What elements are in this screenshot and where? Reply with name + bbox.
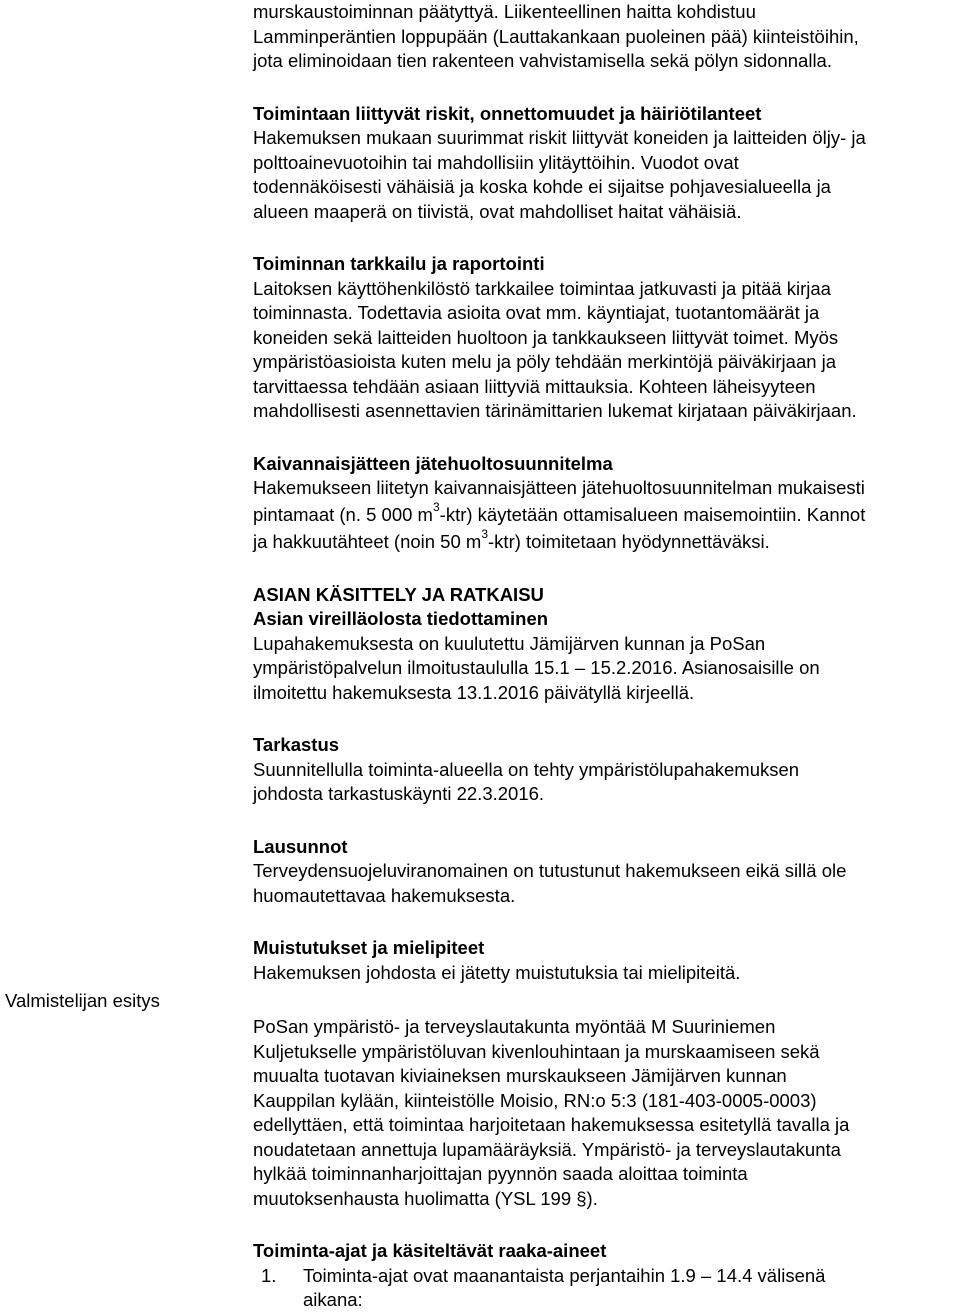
text-line: polttoainevuotoihin tai mahdollisiin ylitäyttöihin. Vuodot ovat (253, 151, 739, 173)
operating-section (253, 1239, 953, 1313)
text-line: huomautettavaa hakemuksesta. (253, 884, 516, 906)
section-heading: Toiminta-ajat ja käsiteltävät raaka-aineet (253, 1240, 607, 1261)
text-segment: -ktr) käytetään ottamisalueen maisemointiin. Kannot (439, 503, 866, 525)
list-number: 1. (261, 1264, 277, 1286)
objections-section (253, 936, 953, 985)
superscript: 3 (432, 500, 440, 515)
text-line: Lamminperäntien loppupään (Lauttakankaan puoleinen pää) kiinteistöihin, (253, 25, 859, 47)
list-item (261, 1264, 953, 1313)
text-line: Kuljetukselle ympäristöluvan kivenlouhintaan ja murskaamiseen sekä (253, 1040, 820, 1062)
section-heading: Lausunnot (253, 835, 348, 857)
inspection-section (253, 733, 953, 807)
text-segment: -ktr) toimitetaan hyödynnettäväksi. (488, 530, 770, 552)
text-line: koneiden sekä laitteiden huoltoon ja tankkaukseen liittyvät toimet. Myös (253, 326, 839, 348)
text-line: PoSan ympäristö- ja terveyslautakunta myöntää M Suuriniemen (253, 1016, 776, 1037)
text-line (253, 528, 953, 555)
text-line: Hakemukseen liitetyn kaivannaisjätteen jätehuoltosuunnitelman mukaisesti (253, 477, 865, 498)
text-line: muutoksenhausta huolimatta (YSL 199 §). (253, 1187, 598, 1209)
text-line: alueen maaperä on tiivistä, ovat mahdolliset haitat vähäisiä. (253, 200, 742, 222)
text-line: ympäristöasioista kuten melu ja pöly tehdään merkintöjä päiväkirjaan ja (253, 351, 837, 372)
text-line: ilmoitettu hakemuksesta 13.1.2016 päivätyllä kirjeellä. (253, 681, 695, 703)
text-line: todennäköisesti vähäisiä ja koska kohde ei sijaitse pohjavesialueella ja (253, 176, 831, 197)
text-line: johdosta tarkastuskäynti 22.3.2016. (253, 783, 545, 804)
waste-plan-section (253, 452, 953, 555)
section-heading: Kaivannaisjätteen jätehuoltosuunnitelma (253, 452, 613, 474)
risks-section (253, 102, 953, 225)
main-column (253, 0, 953, 1313)
text-line: toiminnasta. Todettavia asioita ovat mm. käyntiajat, tuotantomäärät ja (253, 302, 820, 323)
text-line: hylkää toiminnanharjoittajan pyynnön saada aloittaa toiminta (253, 1163, 748, 1184)
intro-paragraph (253, 0, 953, 74)
text-line: muualta tuotavan kiviaineksen murskaukseen Jämijärven kunnan (253, 1065, 787, 1086)
numbered-list (253, 1264, 953, 1313)
text-line: mahdollisesti asennettavien tärinämittarien lukemat kirjataan päiväkirjaan. (253, 400, 857, 421)
section-heading: Toimintaan liittyvät riskit, onnettomuudet ja häiriötilanteet (253, 102, 762, 124)
side-label: Valmistelijan esitys (5, 990, 160, 1011)
text-line: jota eliminoidaan tien rakenteen vahvistamisella sekä pölyn sidonnalla. (253, 50, 832, 71)
text-line: Hakemuksen johdosta ei jätetty muistutuksia tai mielipiteitä. (253, 961, 741, 983)
text-segment: ja hakkuutähteet (noin 50 m (253, 530, 482, 552)
text-line: murskaustoiminnan päätyttyä. Liikenteellinen haitta kohdistuu (253, 1, 756, 22)
monitoring-section (253, 252, 953, 424)
decision-section (253, 583, 953, 706)
text-line (253, 501, 953, 528)
list-item-text (303, 1264, 825, 1313)
section-heading: ASIAN KÄSITTELY JA RATKAISU (253, 583, 544, 605)
text-line: aikana: (303, 1289, 363, 1310)
text-line: Suunnitellulla toiminta-alueella on tehty ympäristölupahakemuksen (253, 758, 800, 780)
text-line: Terveydensuojeluviranomainen on tutustunut hakemukseen eikä sillä ole (253, 860, 847, 881)
text-line: Toiminta-ajat ovat maanantaista perjantaihin 1.9 – 14.4 välisenä (303, 1264, 826, 1286)
section-heading: Muistutukset ja mielipiteet (253, 937, 485, 958)
statements-section (253, 835, 953, 909)
text-segment: pintamaat (n. 5 000 m (253, 503, 433, 525)
text-line: ympäristöpalvelun ilmoitustaululla 15.1 – 15.2.2016. Asianosaisille on (253, 657, 820, 678)
text-line: Lupahakemuksesta on kuulutettu Jämijärven kunnan ja PoSan (253, 632, 766, 654)
section-heading: Tarkastus (253, 734, 340, 755)
text-line: Kauppilan kylään, kiinteistölle Moisio, RN:o 5:3 (181-403-0005-0003) (253, 1089, 817, 1111)
text-line: tarvittaessa tehdään asiaan liittyviä mittauksia. Kohteen läheisyyteen (253, 375, 816, 397)
section-subheading: Asian vireilläolosta tiedottaminen (253, 608, 549, 629)
text-line: edellyttäen, että toimintaa harjoitetaan hakemuksessa esitetyllä tavalla ja (253, 1114, 850, 1135)
text-line: Laitoksen käyttöhenkilöstö tarkkailee toimintaa jatkuvasti ja pitää kirjaa (253, 277, 831, 299)
text-line: noudatetaan annettuja lupamääräyksiä. Ympäristö- ja terveyslautakunta (253, 1138, 841, 1160)
proposal-section (253, 1015, 953, 1211)
superscript: 3 (481, 527, 489, 542)
text-line: Hakemuksen mukaan suurimmat riskit liittyvät koneiden ja laitteiden öljy- ja (253, 127, 866, 148)
section-heading: Toiminnan tarkkailu ja raportointi (253, 253, 545, 274)
